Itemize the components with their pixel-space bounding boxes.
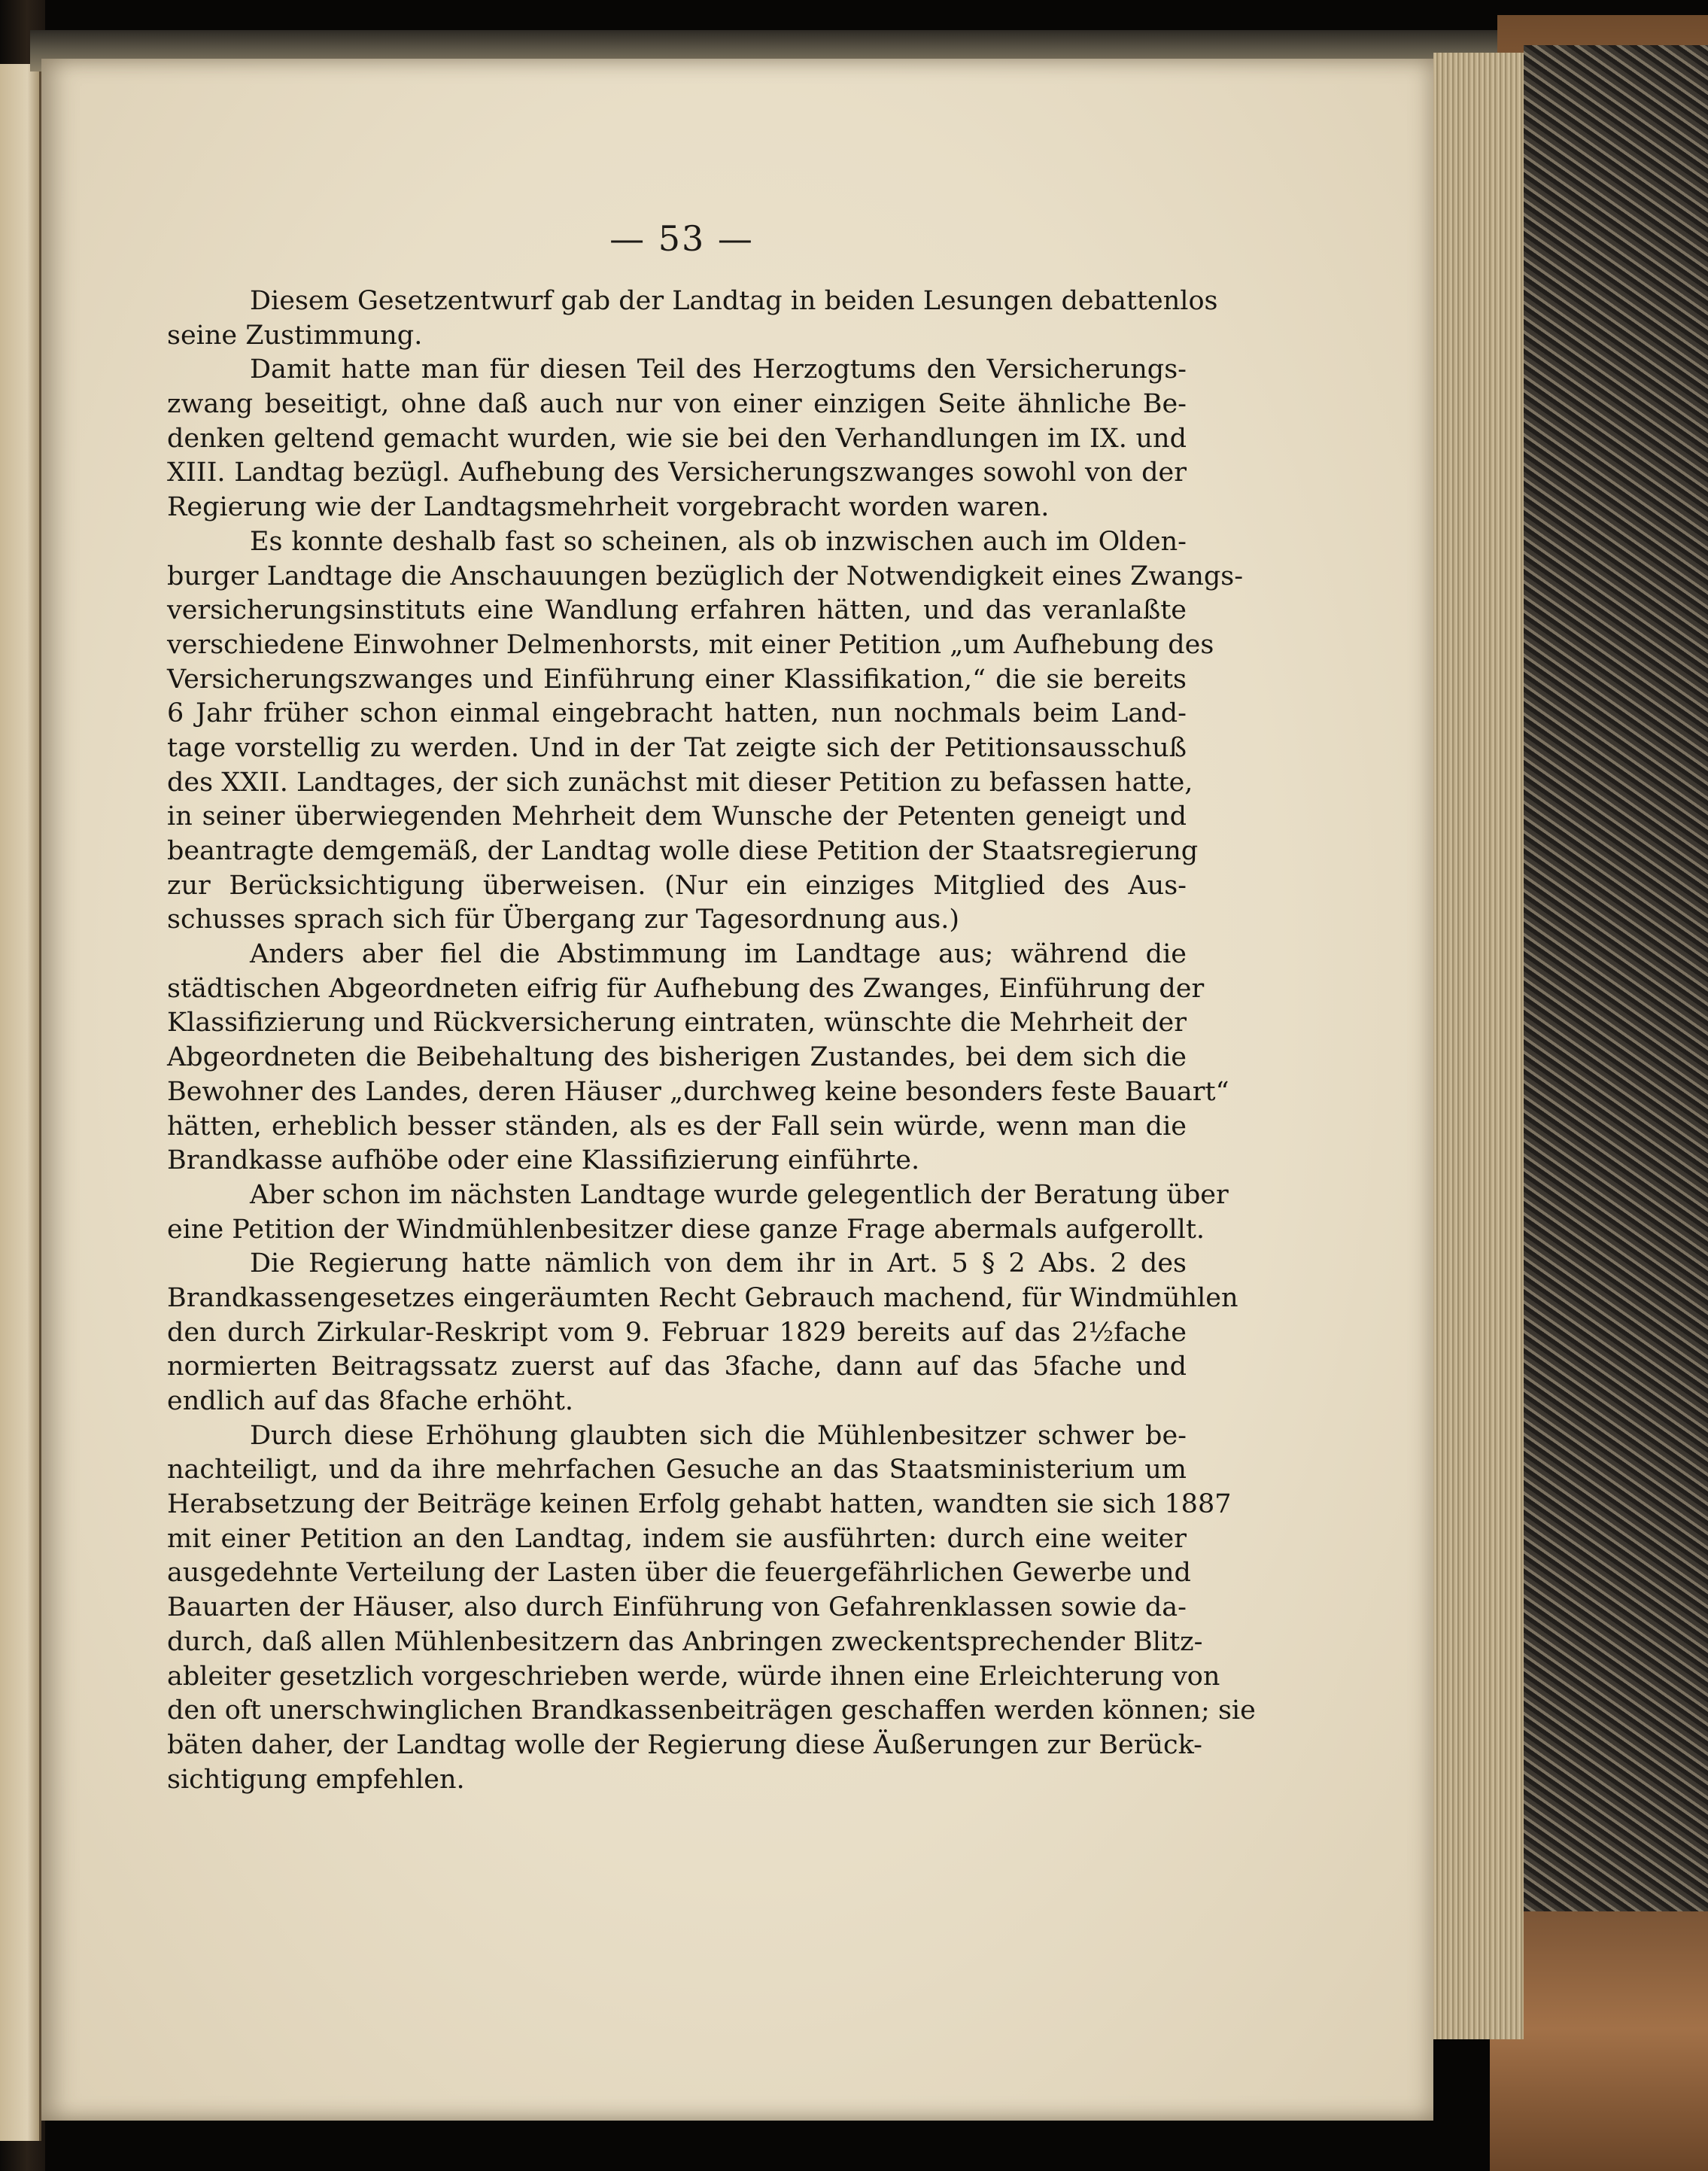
text-line: beantragte demgemäß, der Landtag wolle diese Petition der Staatsregierung <box>167 836 1199 866</box>
text-line: XIII. Landtag bezügl. Aufhebung des Versicherungszwanges sowohl von der <box>167 458 1187 488</box>
text-line: den oft unerschwinglichen Brandkassenbeiträgen geschaffen werden können; sie <box>167 1695 1256 1726</box>
text-line: bäten daher, der Landtag wolle der Regierung diese Äußerungen zur Berück- <box>167 1729 1203 1760</box>
text-line: Damit hatte man für diesen Teil des Herzogtums den Versicherungs- <box>250 354 1187 385</box>
marbled-cover-board <box>1524 45 1708 1926</box>
text-line: Klassifizierung und Rückversicherung eintraten, wünschte die Mehrheit der <box>167 1008 1187 1038</box>
text-line: Diesem Gesetzentwurf gab der Landtag in beiden Lesungen debattenlos <box>250 286 1218 316</box>
text-line: endlich auf das 8fache erhöht. <box>167 1386 574 1416</box>
text-line: durch, daß allen Mühlenbesitzern das Anbringen zweckentsprechender Blitz- <box>167 1626 1203 1657</box>
text-line: mit einer Petition an den Landtag, indem sie ausführten: durch eine weiter <box>167 1523 1187 1554</box>
text-line: normierten Beitragssatz zuerst auf das 3fache, dann auf das 5fache und <box>167 1352 1187 1382</box>
text-line: in seiner überwiegenden Mehrheit dem Wunsche der Petenten geneigt und <box>167 801 1187 832</box>
facing-page-edge <box>0 64 41 2141</box>
text-line: Abgeordneten die Beibehaltung des bisherigen Zustandes, bei dem sich die <box>167 1042 1187 1073</box>
text-line: Bauarten der Häuser, also durch Einführung von Gefahrenklassen sowie da- <box>167 1592 1187 1623</box>
text-line: Aber schon im nächsten Landtage wurde gelegentlich der Beratung über <box>250 1179 1229 1210</box>
text-line: des XXII. Landtages, der sich zunächst mit dieser Petition zu befassen hatte, <box>167 767 1193 798</box>
text-line: tage vorstellig zu werden. Und in der Tat zeigte sich der Petitionsausschuß <box>167 732 1187 763</box>
text-line: Regierung wie der Landtagsmehrheit vorgebracht worden waren. <box>167 492 1050 523</box>
text-line: Durch diese Erhöhung glaubten sich die Mühlenbesitzer schwer be- <box>250 1420 1187 1451</box>
text-line: Anders aber fiel die Abstimmung im Landtage aus; während die <box>250 939 1187 970</box>
text-line: hätten, erheblich besser ständen, als es der Fall sein würde, wenn man die <box>167 1111 1187 1142</box>
text-line: verschiedene Einwohner Delmenhorsts, mit einer Petition „um Aufhebung des <box>167 629 1214 660</box>
page-number: — 53 — <box>609 218 754 259</box>
text-line: nachteiligt, und da ihre mehrfachen Gesuche an das Staatsministerium um <box>167 1455 1187 1485</box>
text-line: versicherungsinstituts eine Wandlung erfahren hätten, und das veranlaßte <box>167 595 1187 626</box>
text-line: schusses sprach sich für Übergang zur Tagesordnung aus.) <box>167 905 959 935</box>
text-line: zwang beseitigt, ohne daß auch nur von einer einzigen Seite ähnliche Be- <box>167 389 1187 420</box>
text-line: 6 Jahr früher schon einmal eingebracht hatten, nun nochmals beim Land- <box>167 698 1187 729</box>
text-line: Es konnte deshalb fast so scheinen, als ob inzwischen auch im Olden- <box>250 526 1187 557</box>
text-line: Die Regierung hatte nämlich von dem ihr in Art. 5 § 2 Abs. 2 des <box>250 1248 1187 1279</box>
page-block-edges <box>1433 53 1524 2039</box>
text-line: denken geltend gemacht wurden, wie sie bei den Verhandlungen im IX. und <box>167 423 1187 454</box>
text-line: sichtigung empfehlen. <box>167 1764 465 1795</box>
text-line: eine Petition der Windmühlenbesitzer diese ganze Frage abermals aufgerollt. <box>167 1214 1205 1245</box>
text-line: Brandkasse aufhöbe oder eine Klassifizierung einführte. <box>167 1145 920 1176</box>
text-line: ausgedehnte Verteilung der Lasten über die feuergefährlichen Gewerbe und <box>167 1558 1191 1589</box>
text-line: den durch Zirkular-Reskript vom 9. Februar 1829 bereits auf das 2½fache <box>167 1317 1187 1348</box>
text-line: städtischen Abgeordneten eifrig für Aufhebung des Zwanges, Einführung der <box>167 973 1205 1004</box>
text-line: burger Landtage die Anschauungen bezüglich der Notwendigkeit eines Zwangs- <box>167 561 1244 591</box>
text-line: ableiter gesetzlich vorgeschrieben werde, würde ihnen eine Erleichterung von <box>167 1661 1220 1692</box>
text-line: Versicherungszwanges und Einführung einer Klassifikation,“ die sie bereits <box>167 664 1187 695</box>
text-line: Brandkassengesetzes eingeräumten Recht Gebrauch machend, für Windmühlen <box>167 1282 1238 1313</box>
text-line: Herabsetzung der Beiträge keinen Erfolg gehabt hatten, wandten sie sich 1887 <box>167 1489 1232 1520</box>
text-line: seine Zustimmung. <box>167 320 423 351</box>
text-line: zur Berücksichtigung überweisen. (Nur ein einziges Mitglied des Aus- <box>167 870 1187 901</box>
page-text-body <box>167 284 1256 1797</box>
text-line: Bewohner des Landes, deren Häuser „durchweg keine besonders feste Bauart“ <box>167 1076 1229 1107</box>
